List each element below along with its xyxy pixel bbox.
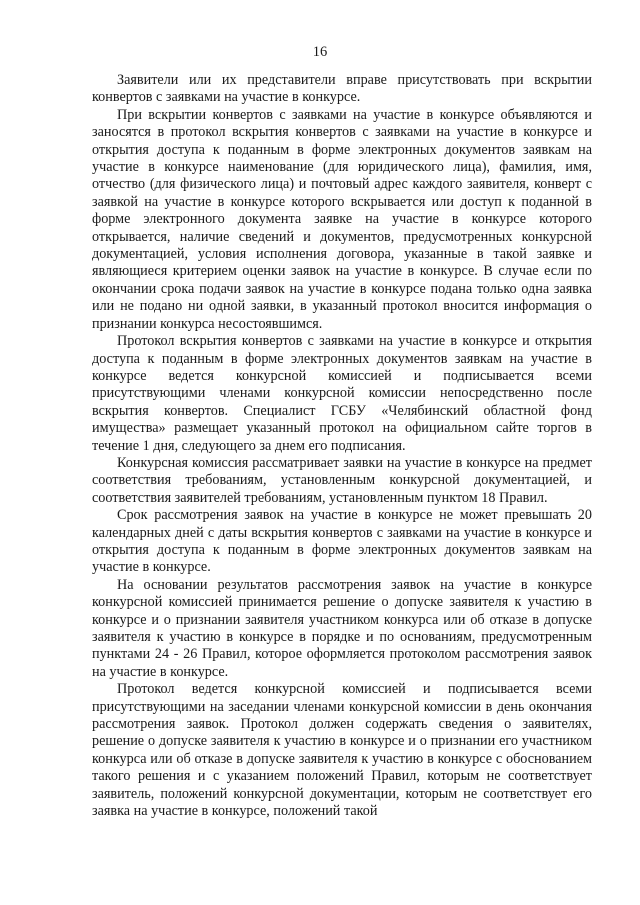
page-number: 16	[312, 44, 328, 60]
paragraph-commission-review: Конкурсная комиссия рассматривает заявки на участие в конкурсе на предмет соответствия требованиям, установленным конкурсной документацией, и соответствия заявителей требованиям, установленным пунктом 18 Правил.	[92, 454, 592, 506]
paragraph-opening-protocol: Протокол вскрытия конвертов с заявками на участие в конкурсе и открытия доступа к поданным в форме электронных документов заявкам на участие в конкурсе ведется конкурсной комиссией и подписывается всеми присутствующими членами конкурсной комиссии непосредственно после вскрытия конвертов. Специалист ГСБУ «Челябинский областной фонд имущества» размещает указанный протокол на официальном сайте торгов в течение 1 дня, следующего за днем его подписания.	[92, 333, 592, 454]
paragraph-applicants-presence: Заявители или их представители вправе присутствовать при вскрытии конвертов с заявками на участие в конкурсе.	[92, 72, 592, 106]
paragraph-admission-decision: На основании результатов рассмотрения заявок на участие в конкурсе конкурсной комиссией принимается решение о допуске заявителя к участию в конкурсе и о признании заявителя участником конкурса или об отказе в допуске заявителя к участию в конкурсе в порядке и по основаниям, предусмотренным пунктами 24 - 26 Правил, которое оформляется протоколом рассмотрения заявок на участие в конкурсе.	[92, 576, 592, 680]
paragraph-review-protocol: Протокол ведется конкурсной комиссией и подписывается всеми присутствующими на заседании членами конкурсной комиссии в день окончания рассмотрения заявок. Протокол должен содержать сведения о заявителях, решение о допуске заявителя к участию в конкурсе и о признании его участником конкурса или об отказе в допуске заявителя к участию в конкурсе с обоснованием такого решения и с указанием положений Правил, которым не соответствует заявитель, положений конкурсной документации, которым не соответствует его заявка на участие в конкурсе, положений такой	[92, 681, 592, 820]
paragraph-review-deadline: Срок рассмотрения заявок на участие в конкурсе не может превышать 20 календарных дней с даты вскрытия конвертов с заявками на участие в конкурсе и открытия доступа к поданным в форме электронных документов заявкам на участие в конкурсе.	[92, 507, 592, 576]
paragraph-opening-envelopes: При вскрытии конвертов с заявками на участие в конкурсе объявляются и заносятся в протокол вскрытия конвертов с заявками на участие в конкурсе и открытия доступа к поданным в форме электронных документов заявкам на участие в конкурсе наименование (для юридического лица), фамилия, имя, отчество (для физического лица) и почтовый адрес каждого заявителя, конверт с заявкой на участие в конкурсе которого вскрывается или доступ к поданной в форме электронного документа заявке на участие в конкурсе которого открывается, наличие сведений и документов, предусмотренных конкурсной документацией, условия исполнения договора, указанные в такой заявке и являющиеся критерием оценки заявок на участие в конкурсе. В случае если по окончании срока подачи заявок на участие в конкурсе подана только одна заявка или не подано ни одной заявки, в указанный протокол вносится информация о признании конкурса несостоявшимся.	[92, 106, 592, 332]
document-body	[92, 72, 592, 820]
